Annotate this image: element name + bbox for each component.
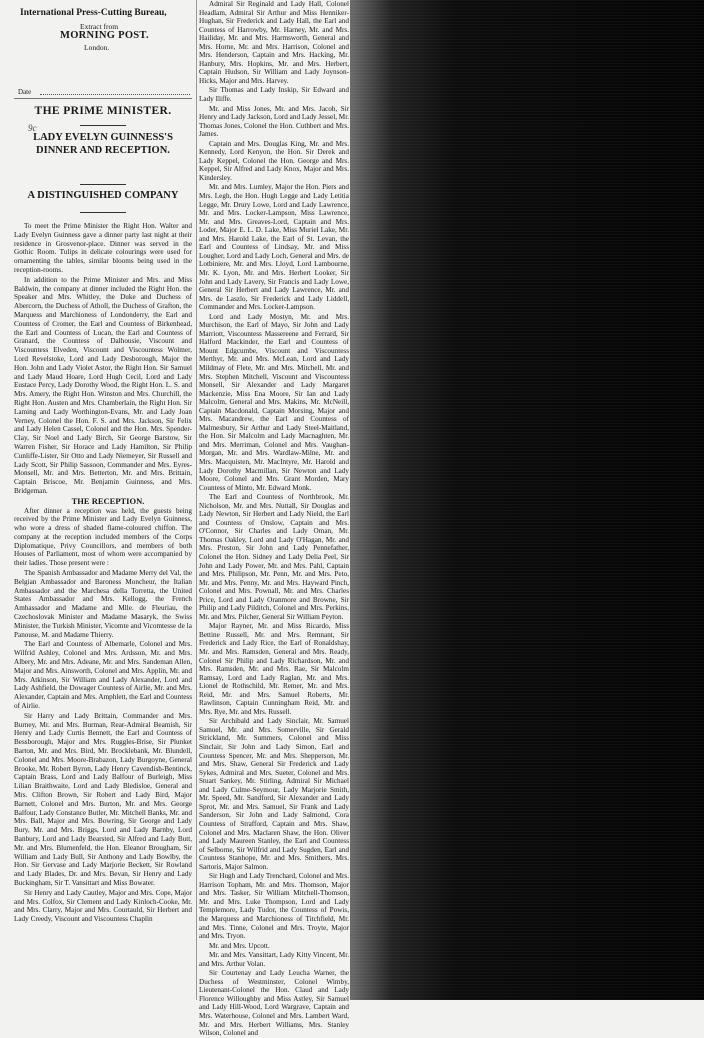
article-body-left — [14, 222, 192, 925]
left-column — [14, 8, 192, 998]
reception-subheading: THE RECEPTION. — [71, 495, 145, 506]
headline-tertiary: A DISTINGUISHED COMPANY — [27, 190, 179, 201]
right-column — [199, 0, 349, 1038]
article-paragraph: Sir Archibald and Lady Sinclair, Mr. Samuel Samuel, Mr. and Mrs. Somerville, Sir Gerald Strickland, Mr. Summers, Colonel and Miss Sinclair, Sir John and Lady Simon, Earl and Countess Spencer, Mr. and Mrs. Shepperson, Mr. and Mrs. Shaw, General Sir Frederick and Lady Sykes, Admiral and Mrs. Sueter, Colonel and Mrs. Stuart Sankey, Mr. Stirling, Admiral Sir Michael and Lady Culme-Seymour, Lady Marjorie Smith, Mr. Speed, Mr. Sandford, Sir Alexander and Lady Sprot, Mr. and Mrs. Samuel, Sir Frank and Lady Sanderson, Sir John and Lady Salmond, Cora Countess of Strafford, Captain and Mrs. Shaw, Colonel and Mrs. Maclaren Shaw, the Hon. Oliver and Lady Maureen Stanley, the Earl and Countess of Selborne, Sir Wilfrid and Lady Sugden, Earl and Countess Stanhope, Mr. and Mrs. Smithers, Mrs. Sartoris, Major Salmon. — [199, 717, 349, 871]
article-paragraph: Mr. and Mrs. Lumley, Major the Hon. Piers and Mrs. Legh, the Hon. Hugh Legge and Lady Letitia Legge, Mr. Drury Lowe, Lord and Lady Lawrence, Mr. and Mrs. Locker-Lampson, Miss Lawrence, Mr. and Mrs. Greaves-Lord, Captain and Mrs. Loder, Major E. L. D. Lake, Miss Muriel Lake, Mr. and Mrs. Harold Lake, the Earl of St. Levan, the Earl and Countess of Lindsay, Mr. and Miss Lougher, Lord and Lady Loch, General and Mrs. de Lotbiniere, Mr. and Mrs. Lloyd, Lord Lambourne, Mr. K. Lyon, Mr. and Mrs. Herbert Looker, Sir John and Lady Lavery, Sir Francis and Lady Lowe, General Sir Herbert and Lady Lawrence, Mr. and Mrs. de Laszlo, Sir Frederick and Lady Liddell, Commander and Mrs. Locker-Lampson. — [199, 183, 349, 312]
article-paragraph: Lord and Lady Mostyn, Mr. and Mrs. Murchison, the Earl of Mayo, Sir John and Lady Marriott, Viscountess Massereene and Ferrard, Sir Halford Mackinder, the Earl and Countess of Mount Edgcumbe, Viscount and Viscountess Merthyr, Mr. and Mrs. McLean, Lord and Lady Mildmay of Flete, Mr. and Mrs. Mitchell, Mr. and Mrs. Stephen Mitchell, Viscount and Viscountess Monsell, Sir Alexander and Lady Margaret Mackenzie, Miss Ena Moore, Sir Ian and Lady Malcolm, General and Mrs. Makins, Mr. McNeill, Captain Macdonald, Captain Morsing, Major and Mrs. Macandrew, the Earl and Countess of Malmesbury, Sir Arthur and Lady Steel-Maitland, the Hon. Sir Malcolm and Lady Macnaghten, Mr. and Mrs. Merriman, Colonel and Mrs. Vaughan-Morgan, Mr. and Mrs. Wardlaw-Milne, Mr. and Mrs. Macquisten, Mr. MacIntyre, Mr. Harold and Lady Dorothy Macmillan, Sir Newton and Lady Moore, Colonel and Mrs. Grant Morden, Mary Countess of Minto, Mr. Edward Monk. — [199, 312, 349, 492]
headline-rule — [80, 125, 126, 126]
article-paragraph: Admiral Sir Reginald and Lady Hall, Colonel Headlam, Admiral Sir Arthur and Miss Henniker-Hughan, Sir Frederick and Lady Hall, the Earl and Countess of Harrowby, Mr. Harney, Mr. and Mrs. Hailiday, Mr. and Mrs. Harmsworth, General and Mrs. Horne, Mr. and Mrs. Harrison, Colonel and Mrs. Henderson, Captain and Mrs. Hacking, Mr. Hanbury, Mrs. Hopkins, Mr. and Mrs. Herbert, Captain Hudson, Sir William and Lady Joynson-Hicks, Major and Mrs. Harvey. — [199, 0, 349, 85]
headline-rule — [80, 212, 126, 213]
clipping-stamp — [14, 8, 192, 99]
bureau-name: International Press-Cutting Bureau, — [20, 8, 167, 18]
headline-secondary: LADY EVELYN GUINNESS'S DINNER AND RECEPTION. — [33, 132, 173, 156]
article-paragraph: Sir Thomas and Lady Inskip, Sir Edward and Lady Iliffe. — [199, 86, 349, 104]
article-paragraph: Sir Henry and Lady Cautley, Major and Mrs. Cope, Major and Mrs. Colfox, Sir Clement and Lady Kinloch-Cooke, Mr. and Mrs. Clarry, Major and Mrs. Courtauld, Sir Herbert and Lady Creedy, Viscount and Viscountess Chaplin — [14, 888, 192, 924]
newspaper-city: London. — [84, 43, 110, 52]
column-rule — [196, 0, 197, 1000]
date-label: Date — [18, 88, 32, 96]
article-paragraph: Mr. and Miss Jones, Mr. and Mrs. Jacob, Sir Henry and Lady Jackson, Lord and Lady Jessel, Mr. Thomas Jones, Colonel the Hon. Cuthbert and Mrs. James. — [199, 104, 349, 139]
article-paragraph: Sir Courtenay and Lady Leucha Warner, the Duchess of Westminster, Colonel Wimby, Lieutenant-Colonel the Hon. Claud and Lady Florence Willoughby and Miss Astley, Sir Samuel and Lady Hill-Wood, Lord Wargrave, Captain and Mrs. Waterhouse, Colonel and Mrs. Lambert Ward, Mr. and Mrs. Herbert Williams, Mrs. Stanley Wilson, Colonel and — [199, 969, 349, 1038]
headline-main: THE PRIME MINISTER. — [34, 105, 172, 117]
article-paragraph: To meet the Prime Minister the Right Hon. Walter and Lady Evelyn Guinness gave a dinner party last night at their residence in Grosvenor-place. Dinner was served in the Gothic Room. Tulips in delicate colourings were used for ornamenting the tables, similar blooms being used in the reception-rooms. — [14, 222, 192, 274]
article-paragraph: The Earl and Countess of Northbrook, Mr. Nicholson, Mr. and Mrs. Nuttall, Sir Douglas and Lady Newton, Sir Herbert and Lady Nield, the Earl and Countess of Onslow, Captain and Mrs. O'Connor, Sir Charles and Lady Oman, Mr. Thomas Oakley, Lord and Lady O'Hagan, Mr. and Mrs. Preston, Sir John and Lady Pennefather, Colonel the Hon. Sidney and Lady Delia Peel, Sir John and Lady Power, Mr. and Mrs. Pahl, Captain and Mrs. Philipson, Mr. Penn, Mr. and Mrs. Peto, Mr. and Mrs. Penny, Mr. and Mrs. Hayward Pinch, Colonel and Mrs. Pownall, Mr. and Mrs. Charles Price, Lord and Lady Oranmore and Browne, Sir Philip and Lady Pilditch, Colonel and Mrs. Perkins, Mr. and Mrs. Pilcher, General Sir William Peyton. — [199, 493, 349, 621]
handwritten-mark: 9c — [28, 123, 37, 133]
extract-from-label: Extract from — [80, 22, 119, 31]
article-paragraph: In addition to the Prime Minister and Mrs. and Miss Baldwin, the company at dinner included the Right Hon. the Speaker and Mrs. Whitley, the Duke and Duchess of Abercorn, the Duchess of Atholl, the Duchess of Grafton, the Marquess and Marchioness of Londonderry, the Earl and Countess of Cromer, the Earl and Countess of Birkenhead, the Earl and Countess of Lucan, the Earl and Countess of Granard, the Countess of Dalhousie, Viscount and Viscountess Elveden, Viscount and Viscountess Wolmer, Lord Revelstoke, Lord and Lady Desborough, Major the Hon. John and Lady Violet Astor, the Right Hon. Sir Samuel and Lady Maud Hoare, Lord Hugh Cecil, Lord and Lady Eustace Percy, Lady Dorothy Wood, the Right Hon. L. S. and Mrs. Amery, the Right Hon. Winston and Mrs. Churchill, the Right Hon. Austen and Mrs. Chamberlain, the Right Hon. Sir Laming and Lady Worthington-Evans, Mr. and Lady Joan Verney, Colonel the Hon. F. S. and Mrs. Jackson, Sir Felix and Lady Helen Cassel, Colonel and the Hon. Mrs. Spender-Clay, Sir Noel and Lady Birch, Sir George Barstow, Sir Warren Fisher, Sir Horace and Lady Hamilton, Sir Philip Cunliffe-Lister, Sir Otto and Lady Niemeyer, Sir Russell and Lady Scott, Sir Philip Sassoon, Commander and Mrs. Eyres-Monsell, Mr. and Mrs. Betterton, Mr. and Mrs. Brittain, Captain Briscoe, Mr. Benjamin Guinness, and Mrs. Bridgeman. — [14, 275, 192, 495]
dark-scan-region — [350, 0, 704, 1000]
article-paragraph: Sir Harry and Lady Brittain, Commander and Mrs. Burney, Mr. and Mrs. Burman, Rear-Admiral Beamish, Sir Henry and Lady Curtis Bennett, the Earl and Countess of Bessborough, Major and Mrs. Ruggles-Brise, Sir Plunket Barton, Mr. and Mrs. Bird, Mr. Brocklebank, Mr. Blundell, Colonel and Mrs. Moore-Brabazon, Lady Burgoyne, General Brooke, Mr. Robert Byron, Lady Henry Cavendish-Bentinck, Captain Brass, Lord and Lady Balfour of Burleigh, Miss Lilian Braithwaite, Lord and Lady Bledisloe, General and Mrs. Clifton Brown, Sir Robert and Lady Bird, Major Barnett, Colonel and Mrs. Burton, Mr. and Mrs. George Balfour, Lady Constance Butler, Mr. Mitchell Banks, Mr. and Mrs. Ball, Major and Mrs. Bowring, Sir George and Lady Bury, Mr. and Mrs. Briggs, Lord and Lady Barnby, Lord Banbury, Lord and Lady Bearsted, Sir Alfred and Lady Butt, Mr. and Mrs. Blumenfeld, the Hon. Eleanor Brougham, Sir William and Lady Bull, Sir Anthony and Lady Bowlby, the Hon. Sir Gervase and Lady Marjorie Beckett, Sir Rowland and Lady Blades, Dr. and Mrs. Bevan, Sir Henry and Lady Buckingham, Sir T. Vansittart and Miss Bowater. — [14, 711, 192, 887]
date-line — [40, 94, 190, 95]
headline-rule — [80, 184, 126, 185]
article-paragraph: The Spanish Ambassador and Madame Merry del Val, the Belgian Ambassador and Baroness Moncheur, the Italian Ambassador and the Marchesa della Torretta, the United States Ambassador and Mrs. Kellogg, the French Ambassador and Madame and Mlle. de Fleuriau, the Czechoslovak Minister and Madame Masaryk, the Swiss Minister, the Turkish Minister, Vicomte and Vicomtesse de la Panouse, M. and Madame Thierry. — [14, 569, 192, 639]
newspaper-name: MORNING POST. — [60, 30, 149, 41]
article-paragraph: Major Rayner, Mr. and Miss Ricardo, Miss Bettine Russell, Mr. and Mrs. Remnant, Sir Frederick and Lady Rice, the Earl of Ronaldshay, Mr. and Mrs. Ramsden, General and Mrs. Ready, Colonel Sir Philip and Lady Richardson, Mr. and Mrs. Ramsden, Mr. and Mrs. Rae, Sir Malcolm Ramsay, Lord and Lady Raglan, Mr. and Mrs. Lionel de Rothschild, Mr. Remer, Mr. and Mrs. Reid, Mr. and Mrs. Samuel Roberts, Mr. Rawlinson, Captain Cunningham Reid, Mr. and Mrs. Rye, Mr. and Mrs. Russell. — [199, 622, 349, 716]
article-paragraph: Captain and Mrs. Douglas King, Mr. and Mrs. Kennedy, Lord Kenyon, the Hon. Sir Derek and Lady Keppel, Colonel the Hon. George and Mrs. Keppel, Sir Alfred and Lady Knox, Major and Mrs. Kindersley. — [199, 139, 349, 182]
article-paragraph: The Earl and Countess of Albemarle, Colonel and Mrs. Wilfrid Ashley, Colonel and Mrs. Ardsson, Mr. and Mrs. Albery, Mr. and Mrs. Adeane, Mr. and Mrs. Sandeman Allen, Major and Mrs. Ainsworth, Colonel and Mrs. Applin, Mr. and Mrs. Atkinson, Sir William and Lady Alexander, Lord and Lady Ashfield, the Dowager Countess of Airlie, Mr. and Mrs. Alexander, Captain and Mrs. Amphlett, the Earl and Countess of Airlie. — [14, 640, 192, 711]
article-paragraph: After dinner a reception was held, the guests being received by the Prime Minister and Lady Evelyn Guinness, who wore a dress of shaded flame-coloured chiffon. The company at the reception included members of the Corps Diplomatique, Privy Councillors, and members of both Houses of Parliament, most of whom were accompanied by their ladies. Those present were : — [14, 506, 192, 568]
article-paragraph: Mr. and Mrs. Upcott. — [209, 941, 270, 950]
article-paragraph: Mr. and Mrs. Vansittart, Lady Kitty Vincent, Mr. and Mrs. Arthur Volan. — [199, 951, 349, 968]
article-paragraph: Sir Hugh and Lady Trenchard, Colonel and Mrs. Harrison Topham, Mr. and Mrs. Thomson, Major and Mrs. Tasker, Sir William Mitchell-Thomson, Mr. and Mrs. Luke Thompson, Lord and Lady Templemore, Lady Tudor, the Countess of Powis, the Marquess and Marchioness of Titchfield, Mr. and Mrs. Tinne, Colonel and Mrs. Troyte, Major and Mrs. Tryon. — [199, 872, 349, 941]
